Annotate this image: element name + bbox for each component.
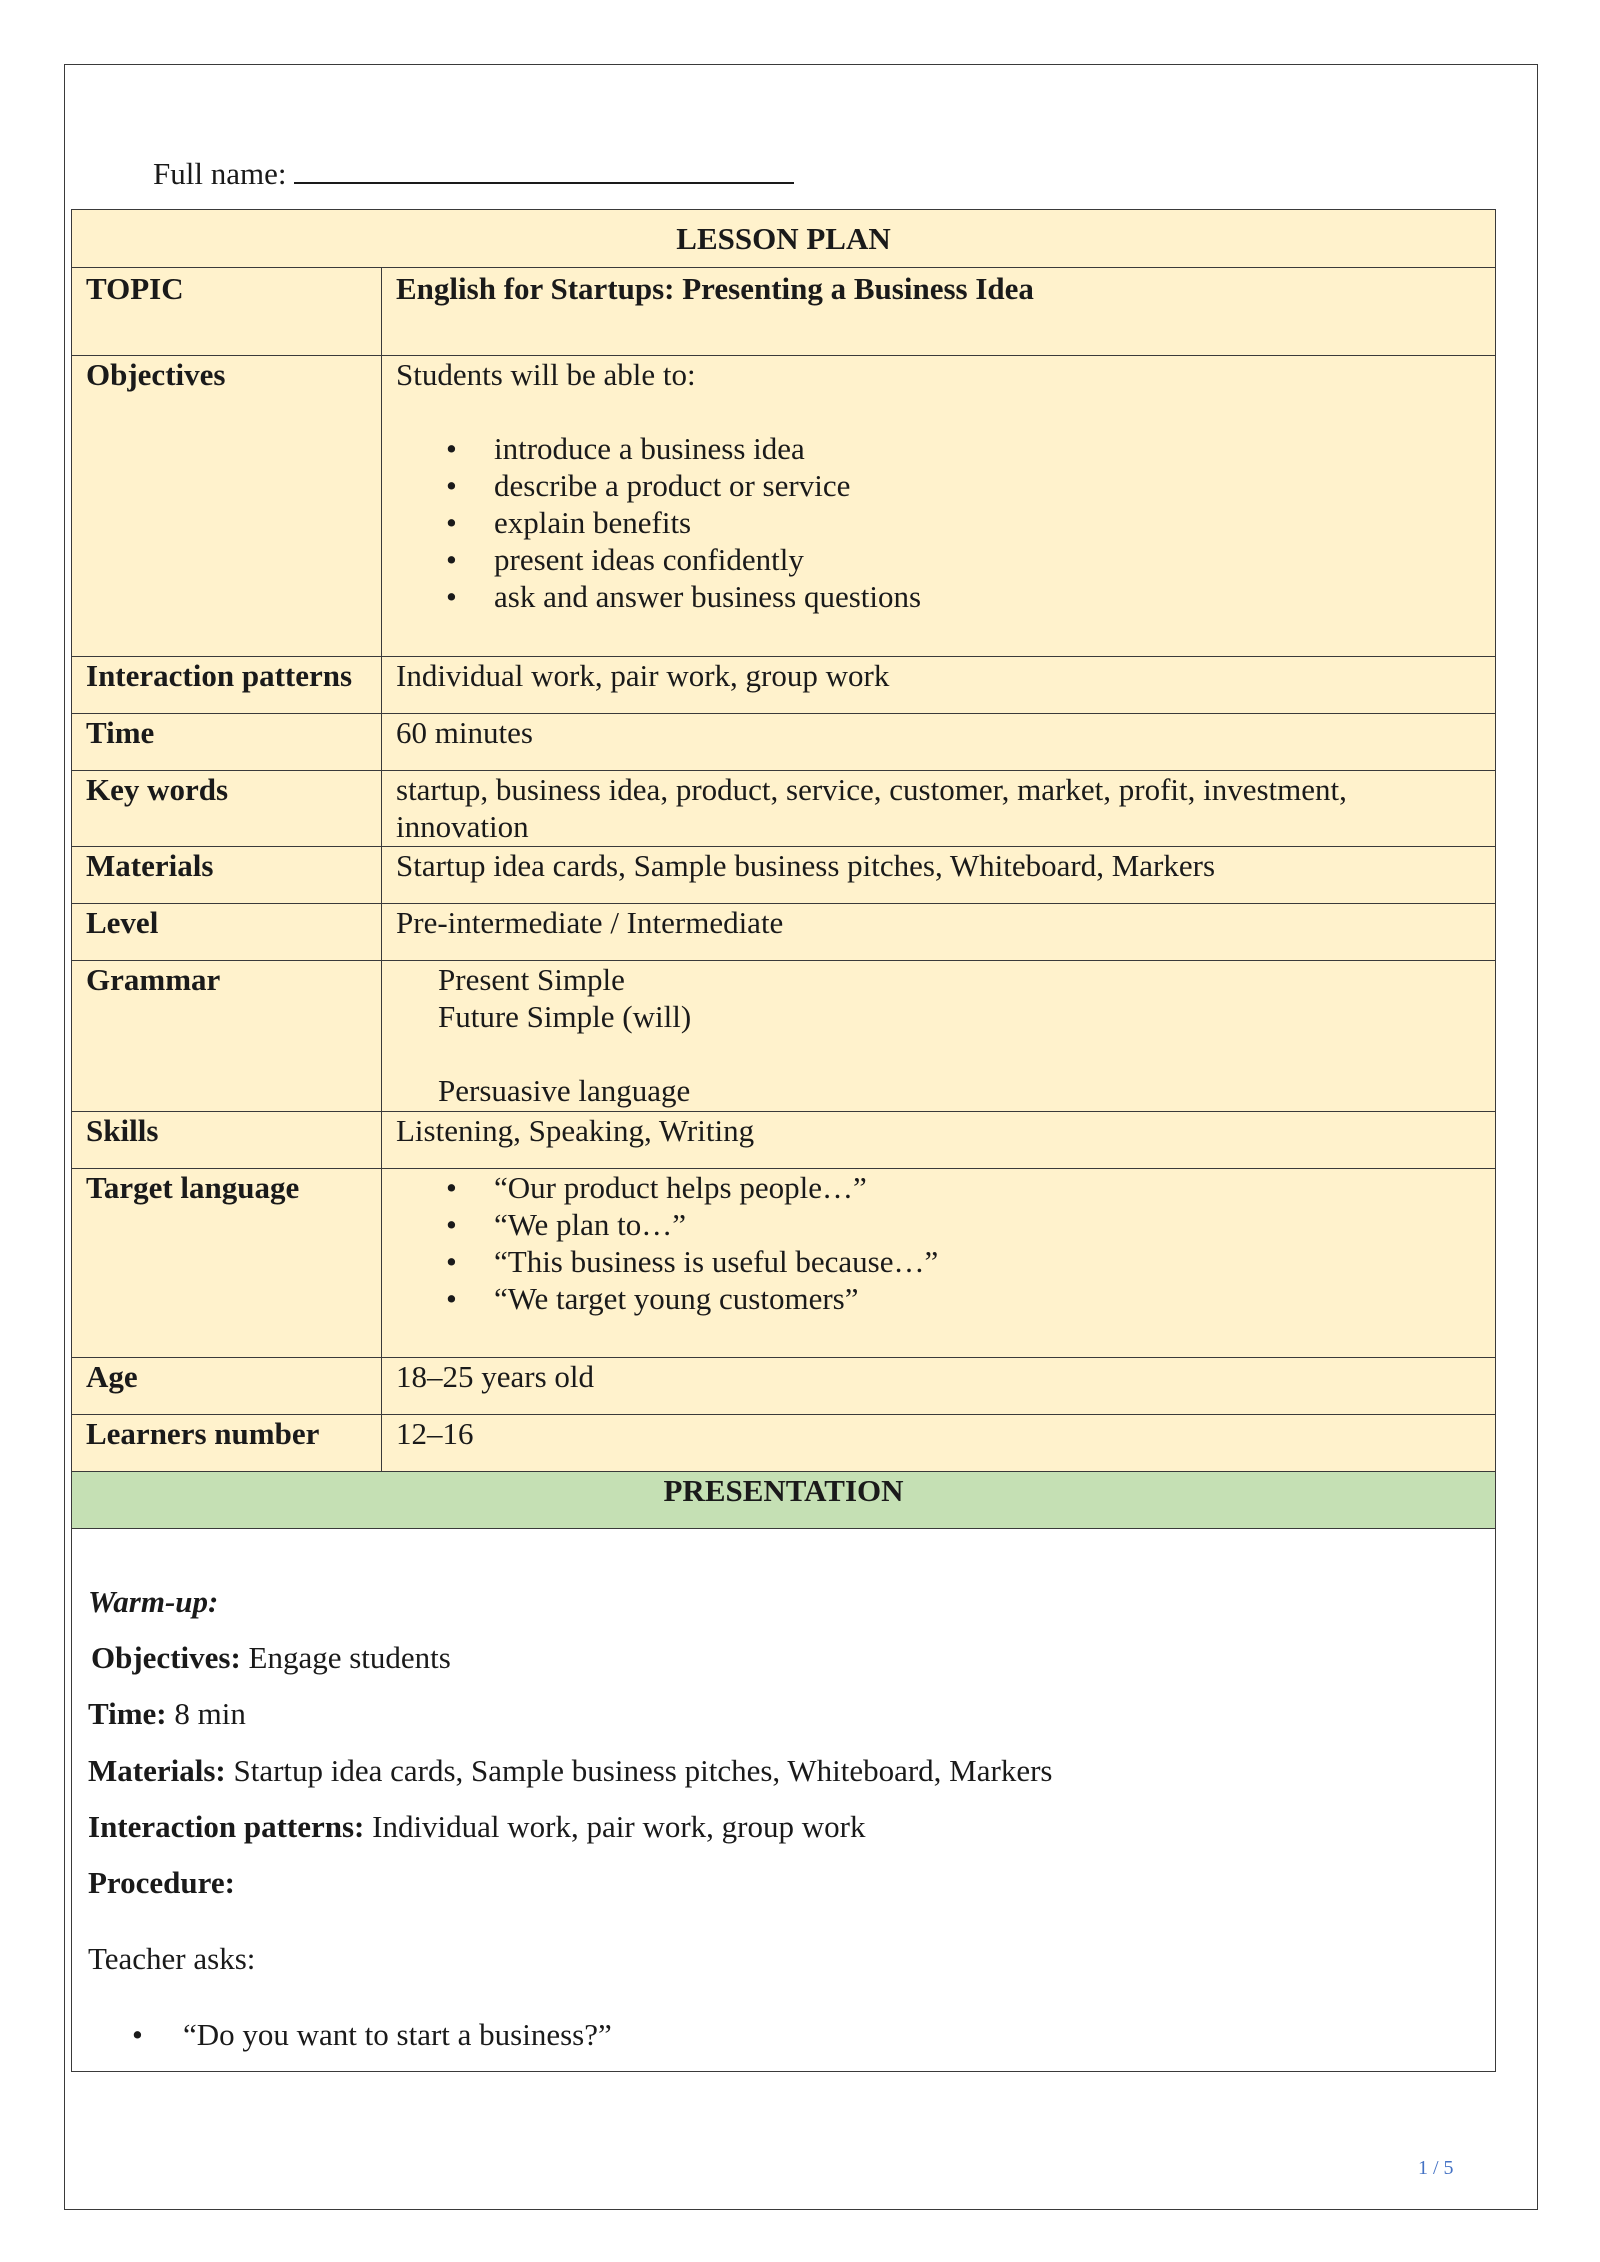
warm-up-heading: Warm-up: [88,1584,219,1619]
presentation-title: PRESENTATION [72,1472,1496,1529]
grammar-item: Present Simple [438,962,625,997]
warm-up-interaction [88,1808,865,1845]
title-row [72,210,1496,268]
keywords-row [72,771,1496,847]
materials-label: Materials: [88,1753,226,1788]
list-item: • “We plan to…” [494,1206,1481,1243]
question-text: “Do you want to start a business?” [183,2017,612,2052]
interaction-value: Individual work, pair work, group work [364,1809,866,1844]
interaction-label: Interaction patterns: [88,1809,365,1844]
topic-row [72,268,1496,356]
keywords-value: startup, business idea, product, service, customer, market, profit, investment, innovation [382,771,1496,847]
skills-row [72,1112,1496,1169]
learners-value: 12–16 [382,1415,1496,1472]
age-label: Age [72,1358,382,1415]
teacher-asks: Teacher asks: [88,1941,256,1976]
objectives-cell [382,356,1496,657]
target-language-row [72,1169,1496,1358]
presentation-header-row [72,1472,1496,1529]
target-language-cell [382,1169,1496,1358]
lesson-plan-table [71,209,1496,2072]
warm-up-time [88,1695,246,1732]
objectives-label: Objectives [72,356,382,657]
grammar-row [72,961,1496,1112]
presentation-body [72,1529,1496,2072]
time-value: 60 minutes [382,714,1496,771]
target-language-list [396,1169,1481,1317]
materials-row [72,847,1496,904]
interaction-row [72,657,1496,714]
page-number: 1 / 5 [1418,2157,1454,2179]
level-label: Level [72,904,382,961]
skills-value: Listening, Speaking, Writing [382,1112,1496,1169]
list-item: • “Our product helps people…” [494,1169,1481,1206]
objectives-row [72,356,1496,657]
time-label: Time: [88,1696,167,1731]
list-item: • “This business is useful because…” [494,1243,1481,1280]
objectives-label: Objectives: [91,1640,241,1675]
grammar-label: Grammar [72,961,382,1112]
topic-label: TOPIC [72,268,382,356]
question-bullet: • [132,2017,143,2052]
objectives-intro: Students will be able to: [396,357,696,392]
target-language-label: Target language [72,1169,382,1358]
presentation-body-row [72,1529,1496,2072]
objectives-list [396,430,1481,615]
warm-up-materials [88,1752,1052,1789]
full-name-field [153,152,794,194]
keywords-label: Key words [72,771,382,847]
list-item: • “We target young customers” [494,1280,1481,1317]
list-item: • introduce a business idea [494,430,1481,467]
interaction-value: Individual work, pair work, group work [382,657,1496,714]
materials-label: Materials [72,847,382,904]
full-name-label: Full name: [153,156,287,191]
list-item: • present ideas confidently [494,541,1481,578]
learners-label: Learners number [72,1415,382,1472]
materials-value: Startup idea cards, Sample business pitches, Whiteboard, Markers [382,847,1496,904]
grammar-item: Persuasive language [438,1073,691,1108]
time-value: 8 min [166,1696,246,1731]
level-value: Pre-intermediate / Intermediate [382,904,1496,961]
list-item: • describe a product or service [494,467,1481,504]
materials-value: Startup idea cards, Sample business pitches, Whiteboard, Markers [225,1753,1053,1788]
list-item: • ask and answer business questions [494,578,1481,615]
age-row [72,1358,1496,1415]
list-item: • explain benefits [494,504,1481,541]
level-row [72,904,1496,961]
time-row [72,714,1496,771]
procedure-label: Procedure: [88,1865,235,1900]
age-value: 18–25 years old [382,1358,1496,1415]
time-label: Time [72,714,382,771]
skills-label: Skills [72,1112,382,1169]
objectives-value: Engage students [240,1640,451,1675]
warm-up-objectives [91,1639,451,1676]
grammar-item: Future Simple (will) [438,999,692,1034]
lesson-plan-title: LESSON PLAN [72,210,1496,268]
grammar-cell [382,961,1496,1112]
topic-value: English for Startups: Presenting a Business Idea [382,268,1496,356]
full-name-blank-line [294,152,794,184]
interaction-label: Interaction patterns [72,657,382,714]
learners-row [72,1415,1496,1472]
